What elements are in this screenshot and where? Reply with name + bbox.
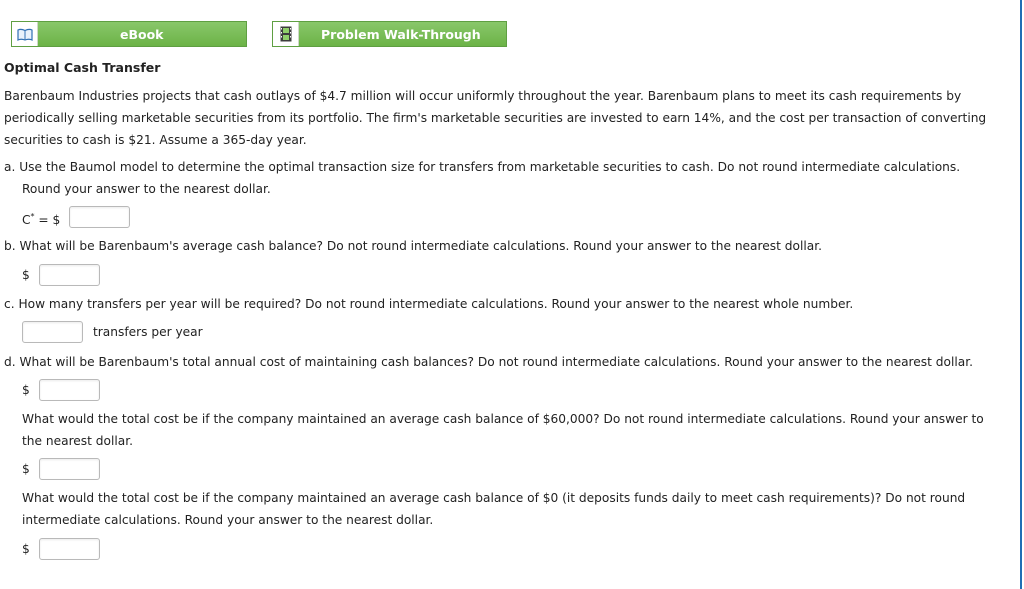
currency-label-d: $ [22,383,30,397]
answer-c-input[interactable] [22,321,83,343]
answer-a-input[interactable] [69,206,130,228]
star-symbol: * [30,212,35,221]
question-d-sub1-text-2: the nearest dollar. [22,434,134,448]
transfers-suffix: transfers per year [93,325,203,339]
currency-label-d1: $ [22,462,30,476]
answer-d2-input[interactable] [39,538,100,560]
answer-b-input[interactable] [39,264,100,286]
c-symbol: C [22,213,31,228]
problem-walkthrough-button[interactable] [272,21,507,47]
currency-label-d2: $ [22,542,30,556]
right-border [1020,0,1022,589]
question-d-sub2-text-2: intermediate calculations. Round your answer to the nearest dollar. [22,513,434,527]
ebook-label: eBook [120,26,164,42]
c-star-label [22,206,60,231]
question-d-sub1-text: What would the total cost be if the company maintained an average cash balance of $60,000? Do not round intermediate calculations. Round your answer to [22,412,984,426]
book-icon [12,22,38,46]
problem-title: Optimal Cash Transfer [4,60,161,75]
currency-label-b: $ [22,268,30,282]
question-d-text: d. What will be Barenbaum's total annual cost of maintaining cash balances? Do not round intermediate calculations. Round your answer to the nearest dollar. [4,355,973,369]
answer-d-input[interactable] [39,379,100,401]
answer-d1-input[interactable] [39,458,100,480]
walkthrough-label: Problem Walk-Through [321,26,481,42]
question-a-text-2: Round your answer to the nearest dollar. [22,182,271,196]
problem-intro: Barenbaum Industries projects that cash outlays of $4.7 million will occur uniformly throughout the year. Barenbaum plans to meet its cash requirements by periodically selling marketable securities from its portfolio. The firm's marketable securities are invested to earn 14%, and the cost per transaction of converting securities to cash is $21. Assume a 365-day year. [4,89,987,147]
question-c-text: c. How many transfers per year will be required? Do not round intermediate calculations. Round your answer to the nearest whole number. [4,297,854,311]
question-b-text: b. What will be Barenbaum's average cash balance? Do not round intermediate calculations. Round your answer to the nearest dollar. [4,239,822,253]
question-a-text: a. Use the Baumol model to determine the optimal transaction size for transfers from marketable securities to cash. Do not round intermediate calculations. [4,160,961,174]
question-d-sub2-text: What would the total cost be if the company maintained an average cash balance of $0 (it deposits funds daily to meet cash requirements)? Do not round [22,491,966,505]
ebook-button[interactable] [11,21,247,47]
equals-dollar: = $ [34,213,61,228]
film-icon [273,22,299,46]
